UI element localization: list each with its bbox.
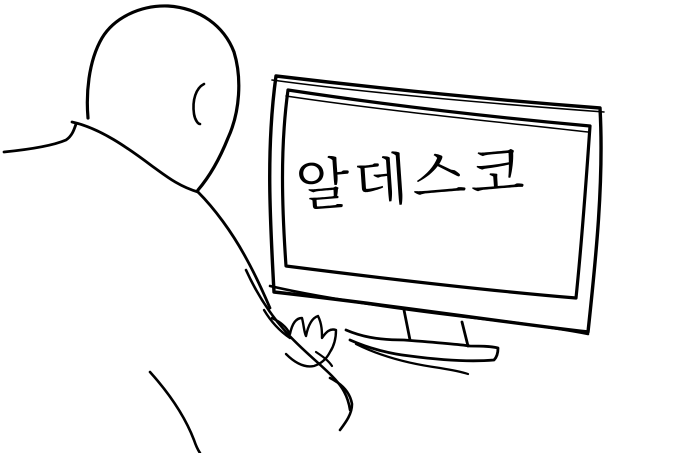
ear xyxy=(193,84,204,124)
neck-collar xyxy=(72,122,198,192)
arm-inner xyxy=(150,372,200,453)
back-outline xyxy=(198,192,270,308)
monitor-screen-echo xyxy=(286,96,588,132)
sleeve-fold xyxy=(264,310,290,338)
monitor-stand-base xyxy=(346,330,498,361)
screen-text: 알데스코 xyxy=(293,138,531,220)
shoulder-line xyxy=(4,124,76,152)
head-outline xyxy=(87,6,238,190)
